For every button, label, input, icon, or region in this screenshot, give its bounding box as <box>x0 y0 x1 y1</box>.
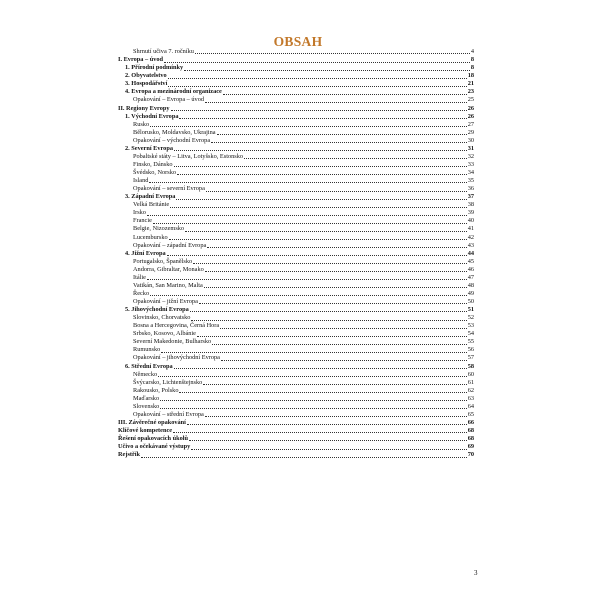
dot-leader <box>150 126 467 127</box>
toc-entry-label: Slovinsko, Chorvatsko <box>133 314 191 322</box>
toc-entry-label: Německo <box>133 370 158 378</box>
toc-entry-label: Opakování – východní Evropa <box>133 136 211 144</box>
toc-entry-page: 42 <box>467 233 474 241</box>
dot-leader <box>174 150 467 151</box>
toc-entry-label: 3. Západní Evropa <box>125 193 176 201</box>
dot-leader <box>223 94 467 95</box>
toc-entry-page: 43 <box>467 241 474 249</box>
dot-leader <box>193 263 467 264</box>
toc-entry <box>118 314 474 322</box>
toc-entry-label: I. Evropa – úvod <box>118 56 164 64</box>
toc-entry-page: 31 <box>467 144 474 152</box>
toc-entry-label: Maďarsko <box>133 394 160 402</box>
toc-entry <box>118 177 474 185</box>
toc-entry <box>118 338 474 346</box>
toc-entry <box>118 145 474 153</box>
toc-entry-page: 48 <box>467 281 474 289</box>
toc-entry-label: 5. Jihovýchodní Evropa <box>125 306 189 314</box>
toc-entry <box>118 266 474 274</box>
toc-entry-page: 23 <box>467 88 474 96</box>
toc-entry <box>118 113 474 121</box>
toc-entry-label: 2. Severní Evropa <box>125 144 173 152</box>
toc-entry <box>118 121 474 129</box>
dot-leader <box>147 279 467 280</box>
toc-entry-label: Itálie <box>133 273 146 281</box>
dot-leader <box>150 295 467 296</box>
toc-entry-label: Portugalsko, Španělsko <box>133 257 193 265</box>
toc-entry <box>118 153 474 161</box>
toc-entry-page: 30 <box>467 136 474 144</box>
toc-entry-page: 8 <box>470 64 474 72</box>
toc-entry-page: 45 <box>467 257 474 265</box>
dot-leader <box>169 239 467 240</box>
toc-entry-page: 27 <box>467 120 474 128</box>
toc-entry-label: Shrnutí učiva 7. ročníku <box>133 48 194 56</box>
toc-entry-page: 37 <box>467 193 474 201</box>
toc-entry <box>118 346 474 354</box>
toc-entry-page: 26 <box>467 104 474 112</box>
toc-entry <box>118 298 474 306</box>
dot-leader <box>199 303 467 304</box>
dot-leader <box>205 271 467 272</box>
toc-entry-page: 60 <box>467 370 474 378</box>
toc-entry-label: Rejstřík <box>118 451 141 459</box>
dot-leader <box>147 215 467 216</box>
toc-entry <box>118 354 474 362</box>
dot-leader <box>174 166 467 167</box>
toc-entry <box>118 419 474 427</box>
dot-leader <box>164 62 470 63</box>
toc-entry-page: 57 <box>467 354 474 362</box>
toc-entry-label: Island <box>133 177 149 185</box>
toc-entry-label: Opakování – střední Evropa <box>133 410 204 418</box>
toc-entry-page: 50 <box>467 298 474 305</box>
dot-leader <box>179 118 466 119</box>
toc-entry <box>118 411 474 419</box>
dot-leader <box>174 368 467 369</box>
toc-entry-page: 38 <box>467 201 474 209</box>
toc-entry <box>118 96 474 104</box>
toc-entry-page: 53 <box>467 322 474 330</box>
toc-entry <box>118 395 474 403</box>
dot-leader <box>211 142 467 143</box>
dot-leader <box>170 207 467 208</box>
dot-leader <box>177 174 467 175</box>
dot-leader <box>160 400 467 401</box>
toc-entry-label: III. Závěrečné opakování <box>118 418 186 426</box>
toc-entry-label: Vatikán, San Marino, Malta <box>133 281 203 289</box>
toc-entry-page: 52 <box>467 314 474 322</box>
toc-entry <box>118 137 474 145</box>
table-of-contents <box>118 48 474 459</box>
dot-leader <box>203 384 466 385</box>
dot-leader <box>173 432 467 433</box>
toc-entry-label: Opakování – jihovýchodní Evropa <box>133 354 220 362</box>
toc-entry-label: 2. Obyvatelstvo <box>125 72 167 80</box>
toc-entry-page: 8 <box>470 56 474 64</box>
toc-entry <box>118 250 474 258</box>
toc-entry-label: Francie <box>133 217 152 225</box>
toc-entry <box>118 322 474 330</box>
dot-leader <box>185 231 467 232</box>
dot-leader <box>204 287 467 288</box>
toc-entry <box>118 72 474 80</box>
toc-entry-label: Opakování – západní Evropa <box>133 241 207 249</box>
toc-entry <box>118 209 474 217</box>
toc-entry-page: 68 <box>467 427 474 434</box>
toc-entry-page: 25 <box>467 96 474 104</box>
dot-leader <box>205 416 467 417</box>
toc-entry-label: Švýcarsko, Lichtenštejnsko <box>133 378 203 386</box>
toc-entry <box>118 48 474 56</box>
dot-leader <box>205 102 467 103</box>
toc-entry-page: 33 <box>467 160 474 168</box>
toc-entry-page: 26 <box>467 112 474 120</box>
dot-leader <box>184 70 470 71</box>
toc-entry-page: 36 <box>467 185 474 193</box>
toc-entry <box>118 443 474 451</box>
dot-leader <box>191 320 466 321</box>
toc-entry-label: Slovensko <box>133 402 160 410</box>
toc-entry-label: Rakousko, Polsko <box>133 386 179 394</box>
dot-leader <box>207 247 466 248</box>
toc-entry-page: 56 <box>467 346 474 354</box>
toc-entry-label: Finsko, Dánsko <box>133 160 173 168</box>
toc-entry-label: Bosna a Hercegovina, Černá Hora <box>133 322 220 330</box>
toc-entry-page: 55 <box>467 338 474 346</box>
toc-entry-page: 69 <box>467 443 474 451</box>
toc-entry-page: 49 <box>467 289 474 297</box>
dot-leader <box>189 440 467 441</box>
toc-entry-page: 61 <box>467 378 474 386</box>
dot-leader <box>220 328 467 329</box>
toc-entry-label: Srbsko, Kosovo, Albánie <box>133 330 196 338</box>
toc-entry-label: Bělorusko, Moldavsko, Ukrajina <box>133 128 216 136</box>
toc-entry <box>118 225 474 233</box>
dot-leader <box>153 223 467 224</box>
toc-entry-page: 70 <box>467 451 474 459</box>
toc-entry-page: 21 <box>467 80 474 88</box>
toc-entry-label: Řešení opakovacích úkolů <box>118 435 188 443</box>
toc-entry-label: Klíčové kompetence <box>118 427 173 434</box>
toc-entry <box>118 201 474 209</box>
toc-entry-page: 58 <box>467 362 474 370</box>
toc-entry <box>118 88 474 96</box>
toc-entry <box>118 274 474 282</box>
toc-entry-page: 62 <box>467 386 474 394</box>
toc-entry-label: Lucembursko <box>133 233 168 241</box>
toc-entry-page: 51 <box>467 306 474 314</box>
toc-entry <box>118 104 474 112</box>
toc-entry-page: 47 <box>467 273 474 281</box>
toc-entry-label: Opakování – severní Evropa <box>133 185 205 193</box>
toc-entry <box>118 379 474 387</box>
dot-leader <box>221 360 467 361</box>
toc-entry <box>118 387 474 395</box>
toc-entry-label: 4. Evropa a mezinárodní organizace <box>125 88 222 96</box>
toc-entry <box>118 56 474 64</box>
toc-entry <box>118 129 474 137</box>
toc-entry-label: Belgie, Nizozemsko <box>133 225 185 233</box>
dot-leader <box>168 86 466 87</box>
dot-leader <box>176 199 466 200</box>
toc-entry-page: 18 <box>467 72 474 80</box>
toc-entry-page: 32 <box>467 152 474 160</box>
dot-leader <box>190 311 467 312</box>
dot-leader <box>141 457 467 458</box>
toc-entry <box>118 169 474 177</box>
toc-entry-page: 41 <box>467 225 474 233</box>
dot-leader <box>160 408 466 409</box>
toc-entry-label: Švédsko, Norsko <box>133 169 177 176</box>
toc-entry <box>118 64 474 72</box>
toc-entry-page: 64 <box>467 402 474 410</box>
toc-entry-page: 65 <box>467 410 474 418</box>
toc-entry <box>118 185 474 193</box>
toc-entry-page: 54 <box>467 330 474 338</box>
toc-entry-label: Řecko <box>133 289 150 297</box>
dot-leader <box>167 255 467 256</box>
dot-leader <box>158 376 467 377</box>
dot-leader <box>179 392 466 393</box>
toc-entry-page: 4 <box>470 48 474 56</box>
toc-entry-page: 35 <box>467 177 474 185</box>
toc-entry <box>118 427 474 435</box>
toc-entry <box>118 362 474 370</box>
dot-leader <box>149 182 466 183</box>
toc-entry-label: Učivo a očekávané výstupy <box>118 443 191 451</box>
toc-entry <box>118 217 474 225</box>
dot-leader <box>168 78 467 79</box>
toc-entry-label: 4. Jižní Evropa <box>125 249 166 257</box>
page-number: 3 <box>474 569 478 577</box>
toc-entry-page: 68 <box>467 435 474 443</box>
page-title: OBSAH <box>273 34 323 49</box>
toc-entry <box>118 306 474 314</box>
toc-entry <box>118 403 474 411</box>
toc-entry-label: Pobaltské státy – Litva, Lotyšsko, Estonsko <box>133 152 244 160</box>
toc-entry <box>118 451 474 459</box>
toc-entry-label: Andorra, Gibraltar, Monako <box>133 265 204 273</box>
toc-entry <box>118 282 474 290</box>
toc-entry-page: 46 <box>467 265 474 273</box>
toc-entry-page: 66 <box>467 418 474 426</box>
toc-entry-label: 1. Přírodní podmínky <box>125 64 184 72</box>
toc-entry-label: Velká Británie <box>133 201 170 209</box>
dot-leader <box>206 191 467 192</box>
dot-leader <box>161 352 466 353</box>
toc-entry-page: 44 <box>467 249 474 257</box>
dot-leader <box>191 449 466 450</box>
dot-leader <box>171 110 467 111</box>
toc-entry-label: 6. Střední Evropa <box>125 362 173 370</box>
toc-entry-label: II. Regiony Evropy <box>118 104 170 112</box>
toc-entry <box>118 233 474 241</box>
toc-entry-label: Irsko <box>133 209 146 217</box>
toc-entry <box>118 193 474 201</box>
toc-entry-page: 29 <box>467 128 474 136</box>
toc-entry-label: 3. Hospodářství <box>125 80 168 88</box>
toc-entry-label: Opakování – jižní Evropa <box>133 298 198 305</box>
dot-leader <box>244 158 467 159</box>
toc-entry <box>118 435 474 443</box>
toc-entry-label: Opakování – Evropa – úvod <box>133 96 204 104</box>
toc-entry <box>118 80 474 88</box>
toc-entry <box>118 371 474 379</box>
toc-entry <box>118 290 474 298</box>
toc-entry-page: 40 <box>467 217 474 225</box>
toc-entry-label: Severní Makedonie, Bulharsko <box>133 338 212 346</box>
toc-entry-label: Rumunsko <box>133 346 161 354</box>
toc-entry <box>118 258 474 266</box>
dot-leader <box>212 344 467 345</box>
dot-leader <box>197 336 467 337</box>
toc-entry-label: Rusko <box>133 120 150 128</box>
toc-entry <box>118 242 474 250</box>
toc-entry <box>118 161 474 169</box>
toc-entry <box>118 330 474 338</box>
toc-entry-page: 63 <box>467 394 474 402</box>
toc-entry-page: 39 <box>467 209 474 217</box>
dot-leader <box>187 424 467 425</box>
dot-leader <box>217 134 467 135</box>
toc-entry-page: 34 <box>467 169 474 176</box>
dot-leader <box>195 53 470 54</box>
toc-entry-label: 1. Východní Evropa <box>125 112 179 120</box>
